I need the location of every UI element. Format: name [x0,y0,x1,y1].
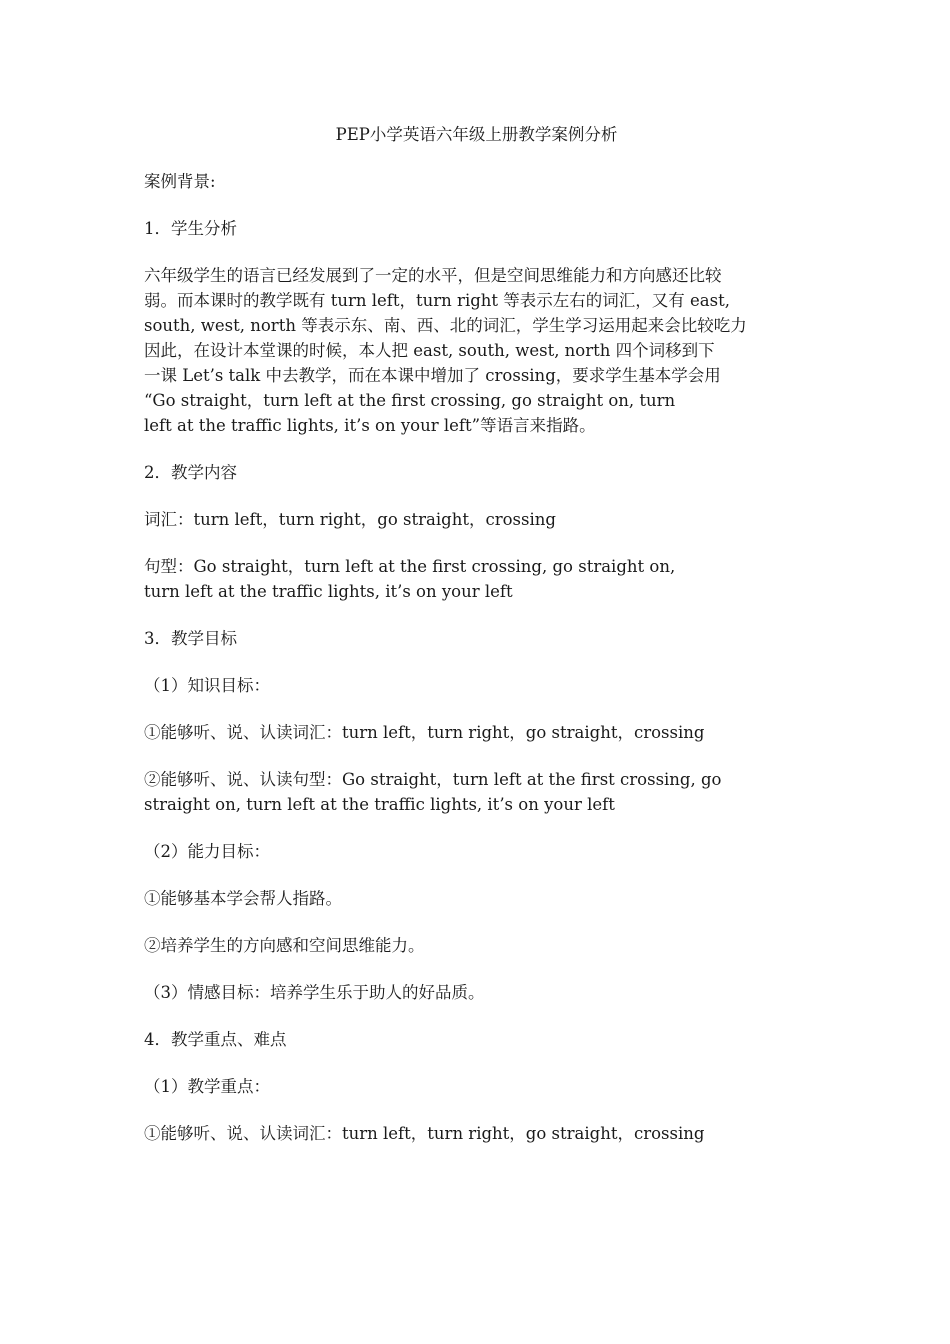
section-3-heading: 3．教学目标 [144,629,237,648]
section-2-heading: 2．教学内容 [144,463,237,482]
ability-goal-item-1: ①能够基本学会帮人指路。 [144,889,342,908]
case-background-heading: 案例背景: [144,172,216,191]
section-4-heading: 4．教学重点、难点 [144,1030,287,1049]
paragraph-line: straight on, turn left at the traffic lights, it’s on your left [144,795,615,814]
paragraph-line: 弱。而本课时的教学既有 turn left，turn right 等表示左右的词汇，又有 east, [144,291,730,310]
document-page [144,122,809,1168]
student-analysis-paragraph [144,263,809,438]
paragraph-line: ②能够听、说、认读句型：Go straight，turn left at the first crossing, go [144,770,722,789]
paragraph-line: 六年级学生的语言已经发展到了一定的水平，但是空间思维能力和方向感还比较 [144,266,722,285]
section-1-heading: 1．学生分析 [144,219,237,238]
paragraph-line: “Go straight，turn left at the first crossing, go straight on, turn [144,391,676,410]
knowledge-goal-heading: （1）知识目标： [144,676,270,695]
document-title: PEP小学英语六年级上册教学案例分析 [335,125,618,144]
ability-goal-item-2: ②培养学生的方向感和空间思维能力。 [144,936,425,955]
paragraph-line: 句型：Go straight，turn left at the first crossing, go straight on, [144,557,676,576]
paragraph-line: south, west, north 等表示东、南、西、北的词汇，学生学习运用起来会比较吃力 [144,316,747,335]
sentence-pattern-paragraph [144,554,809,604]
paragraph-line: left at the traffic lights, it’s on your left”等语言来指路。 [144,416,596,435]
knowledge-goal-item-2 [144,767,809,817]
key-point-item-1: ①能够听、说、认读词汇：turn left，turn right，go straight，crossing [144,1124,705,1143]
paragraph-line: 一课 Let’s talk 中去教学，而在本课中增加了 crossing，要求学生基本学会用 [144,366,721,385]
paragraph-line: 因此，在设计本堂课的时候，本人把 east, south, west, north 四个词移到下 [144,341,715,360]
paragraph-line: turn left at the traffic lights, it’s on your left [144,582,513,601]
vocabulary-line: 词汇：turn left，turn right，go straight，crossing [144,510,556,529]
key-point-heading: （1）教学重点： [144,1077,270,1096]
knowledge-goal-item-1: ①能够听、说、认读词汇：turn left，turn right，go straight，crossing [144,723,705,742]
ability-goal-heading: （2）能力目标： [144,842,270,861]
emotion-goal-line: （3）情感目标：培养学生乐于助人的好品质。 [144,983,485,1002]
